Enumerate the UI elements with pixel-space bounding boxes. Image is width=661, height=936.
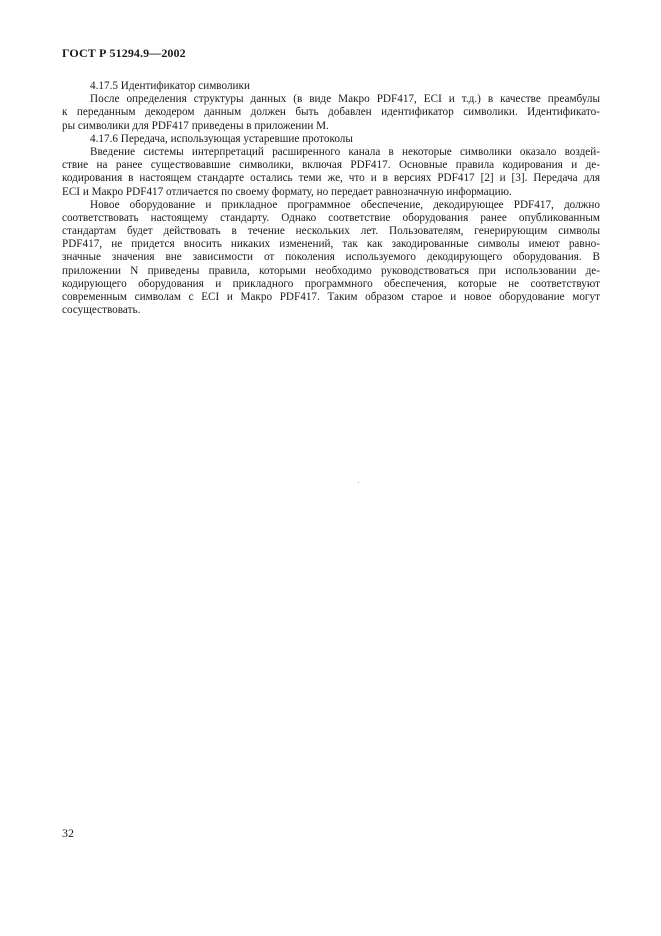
scan-speck <box>358 482 359 483</box>
text-line: приложении N приведены правила, которыми необходимо руководствоваться при использовании де- <box>62 264 600 277</box>
text-line: PDF417, не придется вносить никаких изменений, так как закодированные символы имеют равно- <box>62 238 600 251</box>
text-line: значные значения вне зависимости от поколения используемого декодирующего оборудования. В <box>62 251 600 264</box>
text-line: кодирующего оборудования и прикладного программного обеспечения, которые не соответствуют <box>62 277 600 290</box>
document-body <box>62 80 600 317</box>
text-line: ры символики для PDF417 приведены в приложении М. <box>62 119 329 132</box>
text-line: современным символам с ECI и Макро PDF417. Таким образом старое и новое оборудование могут <box>62 291 600 303</box>
text-line: кодирования в настоящем стандарте остались теми же, что и в версиях PDF417 [2] и [3]. Передача для <box>62 172 600 185</box>
page-number: 32 <box>62 826 74 840</box>
text-line: 4.17.5 Идентификатор символики <box>90 80 250 92</box>
text-line: ствие на ранее существовавшие символики, включая PDF417. Основные правила кодирования и де- <box>62 159 600 172</box>
text-line: 4.17.6 Передача, использующая устаревшие протоколы <box>90 132 353 145</box>
text-line: После определения структуры данных (в виде Макро PDF417, ECI и т.д.) в качестве преамбулы <box>90 93 600 106</box>
text-line: Новое оборудование и прикладное программное обеспечение, декодирующее PDF417, должно <box>90 198 600 211</box>
text-line: Введение системы интерпретаций расширенного канала в некоторые символики оказало воздей- <box>90 145 600 158</box>
document-header: ГОСТ Р 51294.9—2002 <box>62 46 186 60</box>
text-line: стандартам будет действовать в течение нескольких лет. Пользователям, генерирующим символы <box>62 225 600 238</box>
text-line: соответствовать настоящему стандарту. Однако соответствие оборудования ранее опубликованным <box>62 211 600 224</box>
text-line: ECI и Макро PDF417 отличается по своему формату, но передает равнозначную информацию. <box>62 185 512 198</box>
text-line: к переданным декодером данным должен быть добавлен идентификатор символики. Идентификато- <box>62 106 600 119</box>
text-line: сосуществовать. <box>62 304 141 317</box>
